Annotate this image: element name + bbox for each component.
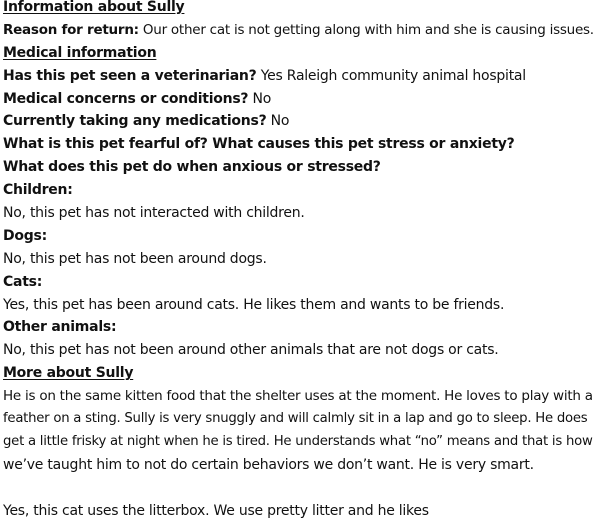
fearful-question: What is this pet fearful of? What causes this pet stress or anxiety? <box>3 136 515 153</box>
other-animals-value: No, this pet has not been around other animals that are not dogs or cats. <box>3 342 499 359</box>
medications-label: Currently taking any medications? <box>3 113 267 130</box>
more-heading: More about Sully <box>3 365 134 382</box>
dogs-value: No, this pet has not been around dogs. <box>3 250 267 267</box>
dogs-label: Dogs: <box>3 227 47 244</box>
concerns-label: Medical concerns or conditions? <box>3 90 249 107</box>
litter-line: Yes, this cat uses the litterbox. We use pretty litter and he likes <box>3 502 429 519</box>
concerns-row <box>3 88 595 111</box>
more-paragraph-line: feather on a sting. Sully is very snuggly and will calmly sit in a lap and go to sleep. He does <box>3 411 588 427</box>
cats-label: Cats: <box>3 273 43 290</box>
vet-row <box>3 65 595 88</box>
info-heading: Information about Sully <box>3 0 185 15</box>
return-reason-label: Reason for return: <box>3 21 139 38</box>
other-animals-label: Other animals: <box>3 319 117 336</box>
vet-value: Yes Raleigh community animal hospital <box>256 67 526 84</box>
pet-profile-document <box>3 0 595 522</box>
medications-row <box>3 110 595 133</box>
children-label: Children: <box>3 182 73 199</box>
more-paragraph-line: get a little frisky at night when he is tired. He understands what “no” means and that is how <box>3 433 593 449</box>
children-value: No, this pet has not interacted with children. <box>3 205 305 222</box>
medications-value: No <box>266 113 290 130</box>
more-paragraph-line: we’ve taught him to not do certain behaviors we don’t want. He is very smart. <box>3 456 534 473</box>
more-paragraph-line: He is on the same kitten food that the shelter uses at the moment. He loves to play with a <box>3 388 593 405</box>
paragraph-spacer <box>3 477 595 500</box>
concerns-value: No <box>248 90 272 107</box>
vet-label: Has this pet seen a veterinarian? <box>3 67 257 84</box>
medical-heading: Medical information <box>3 44 157 61</box>
return-reason-row <box>3 19 595 42</box>
anxious-question: What does this pet do when anxious or stressed? <box>3 159 381 176</box>
cats-value: Yes, this pet has been around cats. He likes them and wants to be friends. <box>3 296 505 313</box>
return-reason-value: Our other cat is not getting along with him and she is causing issues. <box>138 21 594 38</box>
